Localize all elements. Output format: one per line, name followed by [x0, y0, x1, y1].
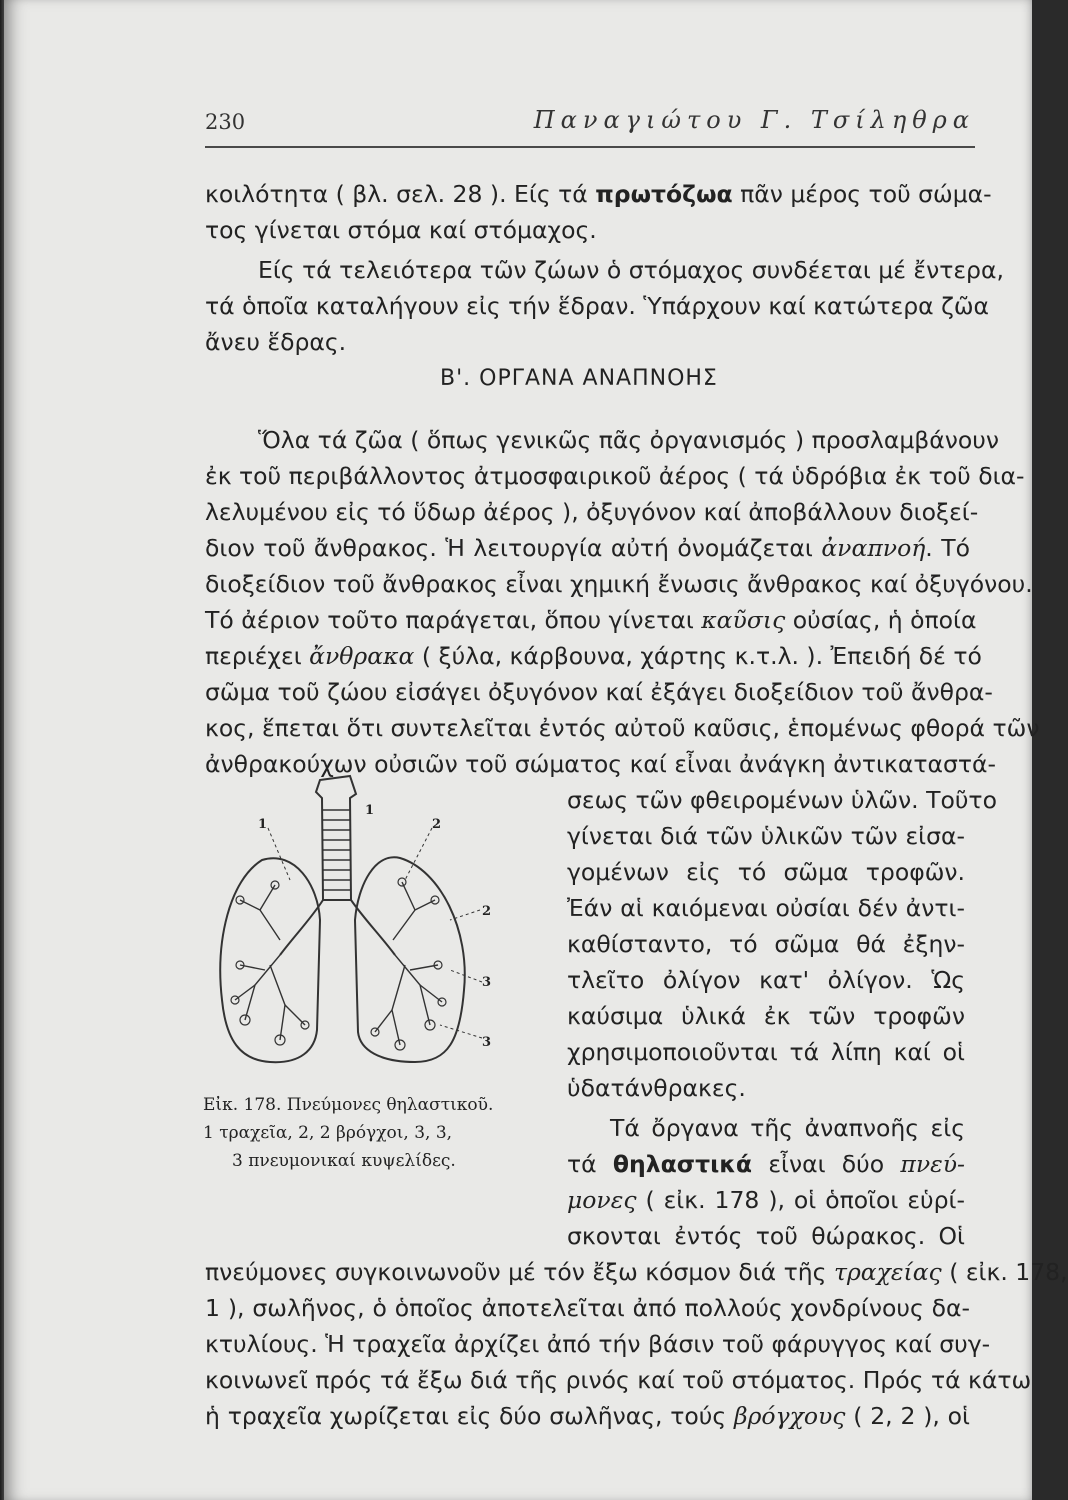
text-line: τος γίνεται στόμα καί στόμαχος. [205, 216, 597, 244]
page-header [205, 104, 975, 144]
figure-caption-line: 3 πνευμονικαί κυψελίδες. [232, 1151, 456, 1171]
italic-term: μονες [567, 1186, 637, 1214]
text-line: γίνεται διά τῶν ὑλικῶν τῶν εἰσα- [567, 822, 965, 850]
italic-term: τραχείας [833, 1258, 942, 1286]
figure-label: 1 [258, 817, 268, 832]
text-line: ἐκ τοῦ περιβάλλοντος ἀτμοσφαιρικοῦ ἀέρος ( τά ὑδρόβια ἐκ τοῦ δια- [205, 462, 1025, 490]
text-line: περιέχει ἄνθρακα ( ξύλα, κάρβουνα, χάρτης κ.τ.λ. ). Ἐπειδή δέ τό [205, 642, 982, 670]
figure-caption-line: 1 τραχεῖα, 2, 2 βρόγχοι, 3, 3, [203, 1123, 453, 1143]
text-line: κος, ἕπεται ὅτι συντελεῖται ἐντός αὐτοῦ καῦσις, ἑπομένως φθορά τῶν [205, 714, 1040, 742]
text-line: σῶμα τοῦ ζώου εἰσάγει ὀξυγόνον καί ἐξάγει διοξείδιον τοῦ ἄνθρα- [205, 678, 993, 706]
text-line: Τό ἀέριον τοῦτο παράγεται, ὅπου γίνεται καῦσις οὐσίας, ἡ ὁποία [205, 606, 977, 634]
text-line: Τά ὄργανα τῆς ἀναπνοῆς εἰς [610, 1114, 965, 1142]
page-number: 230 [205, 110, 246, 134]
text-line: διον τοῦ ἄνθρακος. Ἡ λειτουργία αὐτή ὀνομάζεται ἀναπνοή. Τό [205, 534, 970, 562]
text-line: 1 ), σωλῆνος, ὁ ὁποῖος ἀποτελεῖται ἀπό πολλούς χονδρίνους δα- [205, 1294, 970, 1322]
section-heading: Β'. ΟΡΓΑΝΑ ΑΝΑΠΝΟΗΣ [440, 366, 718, 391]
text-line: σκονται ἐντός τοῦ θώρακος. Οἱ [567, 1222, 965, 1250]
text-line: διοξείδιον τοῦ ἄνθρακος εἶναι χημική ἔνωσις ἄνθρακος καί ὀξυγόνου. [205, 570, 1033, 598]
text-line: χρησιμοποιοῦνται τά λίπη καί οἱ [567, 1038, 965, 1066]
text-line: Είς τά τελειότερα τῶν ζώων ὁ στόμαχος συνδέεται μέ ἔντερα, [258, 256, 1004, 284]
figure-label: 2 [432, 817, 442, 832]
text-line: γομένων εἰς τό σῶμα τροφῶν. [567, 858, 965, 886]
text-line: σεως τῶν φθειρομένων ὑλῶν. Τοῦτο [567, 786, 997, 814]
lungs-drawing [210, 770, 510, 1090]
bold-term: πρωτόζωα [595, 180, 733, 208]
text-line: τλεῖτο ὀλίγον κατ' ὀλίγον. Ὡς [567, 966, 965, 994]
italic-term: ἀναπνοή [821, 534, 926, 562]
figure-caption-line: Εἰκ. 178. Πνεύμονες θηλαστικοῦ. [203, 1095, 494, 1115]
text-line: τά ὁποῖα καταλήγουν εἰς τήν ἕδραν. Ὑπάρχουν καί κατώτερα ζῶα [205, 292, 990, 320]
text-line: κτυλίους. Ἡ τραχεῖα ἀρχίζει ἀπό τήν βάσιν τοῦ φάρυγγος καί συγ- [205, 1330, 991, 1358]
text-line: μονες ( εἰκ. 178 ), οἱ ὁποῖοι εὑρί- [567, 1186, 965, 1214]
text-line: ἄνευ ἕδρας. [205, 328, 347, 356]
italic-term: ἄνθρακα [309, 642, 415, 670]
text-line: λελυμένου εἰς τό ὕδωρ ἀέρος ), ὀξυγόνον καί ἀποβάλλουν διοξεί- [205, 498, 979, 526]
lungs-illustration [210, 770, 510, 1090]
italic-term: βρόγχους [734, 1402, 846, 1430]
running-head: Παναγιώτου Γ. Τσίληθρα [533, 106, 975, 134]
header-rule [205, 146, 975, 148]
figure-label: 3 [482, 975, 492, 990]
text-line: ἡ τραχεῖα χωρίζεται εἰς δύο σωλῆνας, τούς βρόγχους ( 2, 2 ), οἱ [205, 1402, 970, 1430]
text-line: Ὅλα τά ζῶα ( ὅπως γενικῶς πᾶς ὀργανισμός ) προσλαμβάνουν [258, 426, 999, 454]
figure-label: 3 [482, 1035, 492, 1050]
figure-label: 1 [365, 803, 375, 818]
text-line: κοιλότητα ( βλ. σελ. 28 ). Είς τά πρωτόζωα πᾶν μέρος τοῦ σώμα- [205, 180, 992, 208]
text-line: ἀνθρακούχων οὐσιῶν τοῦ σώματος καί εἶναι ἀνάγκη ἀντικαταστά- [205, 750, 996, 778]
italic-term: πνεύ- [900, 1150, 965, 1178]
italic-term: καῦσις [701, 606, 786, 634]
text-line: πνεύμονες συγκοινωνοῦν μέ τόν ἔξω κόσμον διά τῆς τραχείας ( εἰκ. 178, [205, 1258, 1068, 1286]
figure-label: 2 [482, 904, 492, 919]
bold-term: θηλαστικά [612, 1150, 753, 1178]
text-line: κοινωνεῖ πρός τά ἔξω διά τῆς ρινός καί τοῦ στόματος. Πρός τά κάτω [205, 1366, 1032, 1394]
text-line: καύσιμα ὑλικά ἐκ τῶν τροφῶν [567, 1002, 965, 1030]
text-line: ὑδατάνθρακες. [567, 1074, 746, 1102]
text-line: Ἐάν αἱ καιόμεναι οὐσίαι δέν ἀντι- [567, 894, 965, 922]
text-line: καθίσταντο, τό σῶμα θά ἐξην- [567, 930, 965, 958]
text-line: τά θηλαστικά εἶναι δύο πνεύ- [567, 1150, 965, 1178]
